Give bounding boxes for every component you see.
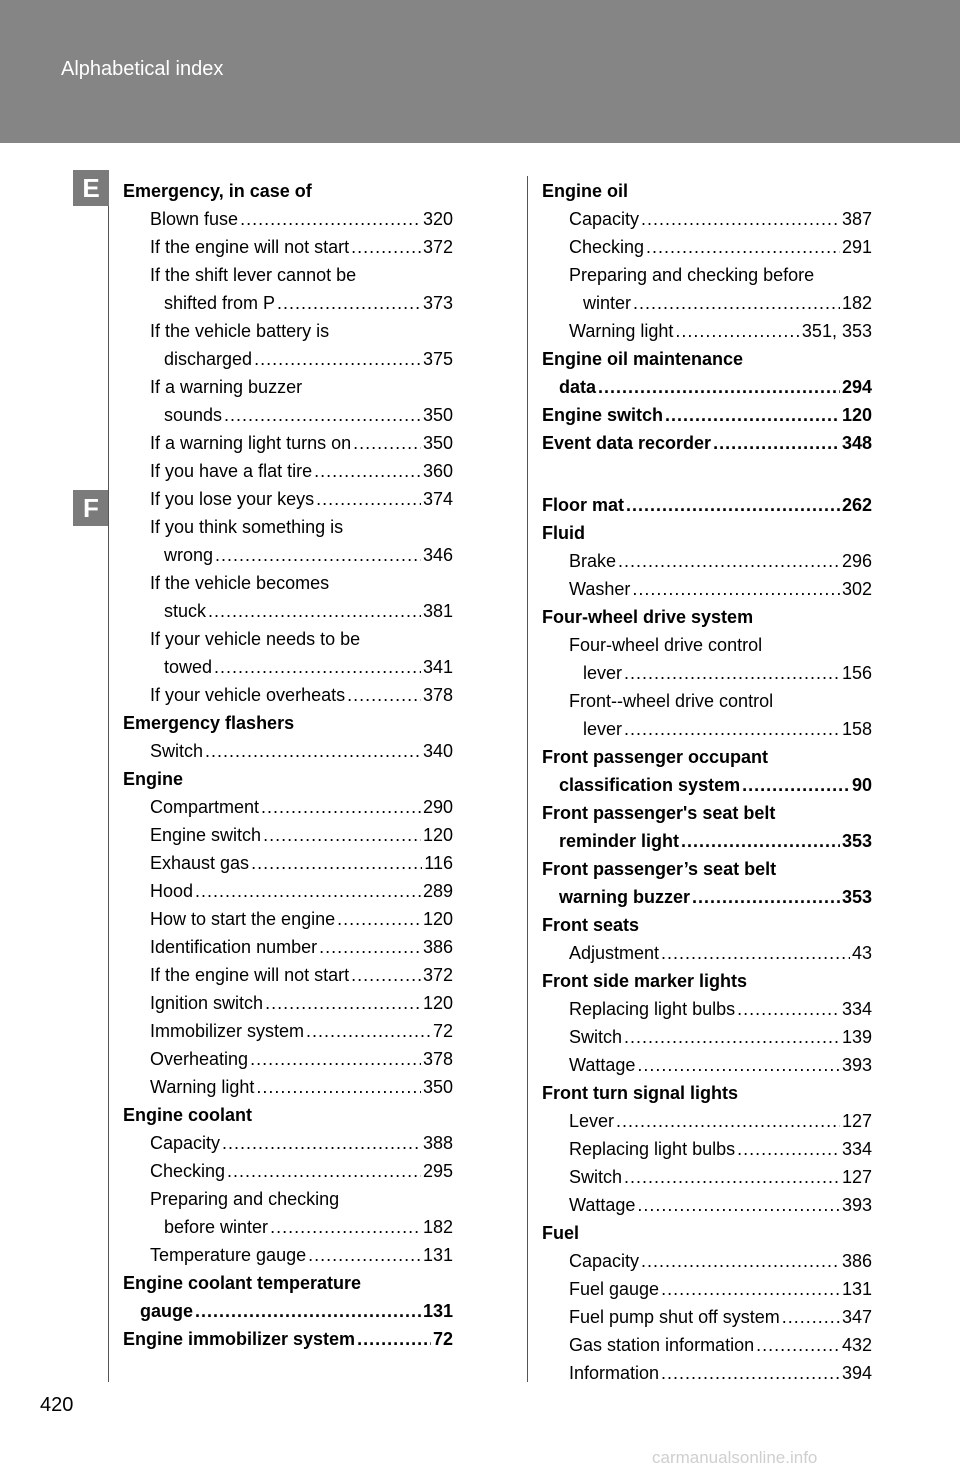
index-entry-term: warning buzzer [559, 887, 691, 907]
index-column-right [542, 177, 872, 1387]
dot-leader [618, 547, 840, 575]
index-entry-page: 291 [841, 237, 872, 257]
index-entry-page: 353 [841, 887, 872, 907]
dot-leader [641, 205, 840, 233]
index-entry-page: 90 [851, 775, 872, 795]
index-entry-page: 156 [841, 663, 872, 683]
index-entry-term: Temperature gauge [150, 1245, 307, 1265]
index-entry: If the vehicle battery is [150, 321, 330, 341]
index-entry [542, 429, 872, 457]
index-entry: Preparing and checking before [569, 265, 815, 285]
index-entry-term: Adjustment [569, 943, 660, 963]
dot-leader [782, 1303, 840, 1331]
dot-leader [632, 575, 840, 603]
index-entry-term: Wattage [569, 1195, 636, 1215]
index-entry-term: Checking [569, 237, 645, 257]
index-entry-term: Lever [569, 1111, 615, 1131]
index-entry-page: 302 [841, 579, 872, 599]
index-entry [542, 715, 872, 743]
index-entry-term: discharged [164, 349, 253, 369]
index-entry-term: Fuel gauge [569, 1279, 660, 1299]
index-entry: Front passenger's seat belt [542, 803, 776, 823]
index-entry [123, 1045, 453, 1073]
index-entry: Front turn signal lights [542, 1083, 738, 1103]
index-entry-term: Ignition switch [150, 993, 264, 1013]
index-entry-page: 320 [422, 209, 453, 229]
index-entry-page: 350 [422, 1077, 453, 1097]
page-title: Alphabetical index [61, 58, 224, 80]
index-entry-term: Capacity [569, 209, 640, 229]
dot-leader [308, 1241, 421, 1269]
dot-leader [208, 597, 421, 625]
index-entry-term: sounds [164, 405, 223, 425]
index-entry-page: 387 [841, 209, 872, 229]
index-entry-term: Replacing light bulbs [569, 999, 736, 1019]
index-entry-page: 340 [422, 741, 453, 761]
index-entry-page: 394 [841, 1363, 872, 1383]
index-entry-term: Switch [569, 1167, 623, 1187]
index-entry: Front passenger’s seat belt [542, 859, 777, 879]
index-entry [542, 547, 872, 575]
index-entry [123, 1325, 453, 1353]
index-entry-page: 127 [841, 1111, 872, 1131]
index-entry-term: shifted from P [164, 293, 276, 313]
index-entry-term: Compartment [150, 797, 260, 817]
dot-leader [661, 1359, 840, 1387]
index-entry-term: before winter [164, 1217, 269, 1237]
index-entry [542, 1331, 872, 1359]
dot-leader [347, 681, 421, 709]
dot-leader [624, 659, 840, 687]
dot-leader [351, 233, 421, 261]
index-entry [123, 849, 453, 877]
index-entry [542, 659, 872, 687]
index-entry-term: Warning light [150, 1077, 255, 1097]
index-entry [123, 653, 453, 681]
index-entry [123, 821, 453, 849]
dot-leader [195, 1297, 421, 1325]
index-entry-term: Immobilizer system [150, 1021, 305, 1041]
index-entry [542, 1191, 872, 1219]
index-entry [123, 205, 453, 233]
dot-leader [713, 429, 840, 457]
index-entry-term: Engine switch [150, 825, 262, 845]
index-entry-page: 348 [841, 433, 872, 453]
index-entry [542, 317, 872, 345]
dot-leader [222, 1129, 421, 1157]
index-entry [542, 401, 872, 429]
index-entry-page: 182 [422, 1217, 453, 1237]
index-entry: If your vehicle needs to be [150, 629, 361, 649]
index-entry: Fluid [542, 523, 585, 543]
index-entry-term: Fuel pump shut off system [569, 1307, 780, 1327]
index-entry-page: 296 [841, 551, 872, 571]
index-entry [542, 1163, 872, 1191]
section-tab-e: E [73, 170, 109, 206]
index-entry-page: 334 [841, 999, 872, 1019]
dot-leader [616, 1107, 840, 1135]
dot-leader [646, 233, 840, 261]
index-entry-page: 120 [422, 909, 453, 929]
index-entry-page: 388 [422, 1133, 453, 1153]
index-entry [123, 233, 453, 261]
index-entry-page: 158 [841, 719, 872, 739]
index-entry [123, 429, 453, 457]
index-entry-page: 131 [422, 1301, 453, 1321]
index-entry [542, 289, 872, 317]
index-entry-page: 432 [841, 1335, 872, 1355]
index-entry [542, 205, 872, 233]
index-entry-page: 386 [841, 1251, 872, 1271]
index-entry [542, 883, 872, 911]
dot-leader [227, 1157, 421, 1185]
dot-leader [661, 939, 850, 967]
index-entry [123, 597, 453, 625]
dot-leader [254, 345, 421, 373]
index-entry-page: 381 [422, 601, 453, 621]
index-entry-page: 378 [422, 685, 453, 705]
index-entry-term: Switch [569, 1027, 623, 1047]
index-entry [123, 457, 453, 485]
index-entry-page: 120 [422, 825, 453, 845]
index-entry-term: lever [583, 663, 623, 683]
index-entry-page: 375 [422, 349, 453, 369]
index-entry-term: Switch [150, 741, 204, 761]
index-entry-term: gauge [140, 1301, 194, 1321]
index-entry-page: 372 [422, 965, 453, 985]
index-entry [123, 905, 453, 933]
index-entry-term: If you have a flat tire [150, 461, 313, 481]
index-entry: If you think something is [150, 517, 344, 537]
index-entry [542, 771, 872, 799]
dot-leader [641, 1247, 840, 1275]
index-entry-term: If the engine will not start [150, 965, 350, 985]
index-entry: Engine coolant [123, 1105, 253, 1125]
dot-leader [337, 905, 421, 933]
index-entry [542, 995, 872, 1023]
index-entry-page: 386 [422, 937, 453, 957]
index-entry-term: If a warning light turns on [150, 433, 352, 453]
index-entry-page: 351, 353 [801, 321, 872, 341]
dot-leader [624, 715, 840, 743]
dot-leader [277, 289, 421, 317]
index-entry [123, 989, 453, 1017]
index-entry [123, 401, 453, 429]
index-entry-page: 294 [841, 377, 872, 397]
index-entry-page: 347 [841, 1307, 872, 1327]
index-entry-page: 374 [422, 489, 453, 509]
index-entry-page: 43 [851, 943, 872, 963]
dot-leader [256, 1073, 421, 1101]
dot-leader [215, 541, 421, 569]
index-entry-page: 182 [841, 293, 872, 313]
index-entry-term: winter [583, 293, 632, 313]
index-entry-page: 346 [422, 545, 453, 565]
index-entry [123, 1017, 453, 1045]
dot-leader [214, 653, 421, 681]
index-entry-term: lever [583, 719, 623, 739]
index-entry-page: 289 [422, 881, 453, 901]
index-entry [123, 1213, 453, 1241]
page-header [0, 0, 960, 143]
index-entry: Front passenger occupant [542, 747, 769, 767]
index-entry [542, 1359, 872, 1387]
index-entry [123, 485, 453, 513]
index-column-left [123, 177, 453, 1353]
index-entry-page: 373 [422, 293, 453, 313]
index-entry: Engine [123, 769, 184, 789]
index-entry-term: Hood [150, 881, 194, 901]
dot-leader [637, 1051, 840, 1079]
index-entry-term: If you lose your keys [150, 489, 315, 509]
dot-leader [263, 821, 421, 849]
dot-leader [675, 317, 800, 345]
index-entry [123, 681, 453, 709]
index-entry-page: 372 [422, 237, 453, 257]
index-entry [542, 373, 872, 401]
index-entry-term: Wattage [569, 1055, 636, 1075]
index-entry-page: 131 [422, 1245, 453, 1265]
dot-leader [353, 429, 421, 457]
index-entry-page: 378 [422, 1049, 453, 1069]
index-entry-term: If your vehicle overheats [150, 685, 346, 705]
index-entry-page: 127 [841, 1167, 872, 1187]
index-entry-page: 341 [422, 657, 453, 677]
dot-leader [261, 793, 421, 821]
index-entry [123, 737, 453, 765]
index-entry [123, 345, 453, 373]
index-entry [123, 1129, 453, 1157]
dot-leader [205, 737, 421, 765]
index-entry: Emergency, in case of [123, 181, 312, 201]
index-entry [542, 575, 872, 603]
index-entry: If a warning buzzer [150, 377, 303, 397]
index-entry-page: 393 [841, 1055, 872, 1075]
dot-leader [314, 457, 421, 485]
index-entry [123, 1297, 453, 1325]
index-entry-term: Event data recorder [542, 433, 712, 453]
dot-leader [316, 485, 421, 513]
index-entry-page: 295 [422, 1161, 453, 1181]
dot-leader [250, 1045, 421, 1073]
index-entry [123, 289, 453, 317]
dot-leader [756, 1331, 840, 1359]
index-entry-term: Exhaust gas [150, 853, 250, 873]
index-entry-term: Overheating [150, 1049, 249, 1069]
index-entry-term: Washer [569, 579, 631, 599]
index-entry [123, 541, 453, 569]
index-entry-page: 350 [422, 433, 453, 453]
index-entry: Engine coolant temperature [123, 1273, 362, 1293]
index-entry-page: 120 [841, 405, 872, 425]
index-entry [123, 1157, 453, 1185]
index-entry [123, 961, 453, 989]
index-entry [123, 877, 453, 905]
index-entry-page: 290 [422, 797, 453, 817]
index-entry-page: 350 [422, 405, 453, 425]
dot-leader [270, 1213, 421, 1241]
index-entry [123, 793, 453, 821]
section-tab-f: F [73, 490, 109, 526]
index-entry-term: reminder light [559, 831, 680, 851]
index-entry-page: 139 [841, 1027, 872, 1047]
index-entry: Emergency flashers [123, 713, 295, 733]
dot-leader [598, 373, 840, 401]
dot-leader [319, 933, 421, 961]
index-entry [542, 1275, 872, 1303]
index-entry-term: Capacity [569, 1251, 640, 1271]
index-entry: Engine oil maintenance [542, 349, 744, 369]
dot-leader [742, 771, 850, 799]
index-entry-page: 353 [841, 831, 872, 851]
dot-leader [633, 289, 840, 317]
index-entry-term: stuck [164, 601, 207, 621]
index-entry-term: Identification number [150, 937, 318, 957]
index-entry [123, 1241, 453, 1269]
index-entry-term: Warning light [569, 321, 674, 341]
index-entry [123, 1073, 453, 1101]
index-entry-term: Engine switch [542, 405, 664, 425]
index-entry [542, 491, 872, 519]
index-entry [542, 1303, 872, 1331]
index-entry-page: 72 [432, 1329, 453, 1349]
index-entry-page: 360 [422, 461, 453, 481]
dot-leader [224, 401, 421, 429]
index-entry [542, 1247, 872, 1275]
dot-leader [624, 1163, 840, 1191]
index-entry-term: Blown fuse [150, 209, 239, 229]
index-entry: Front--wheel drive control [569, 691, 774, 711]
index-entry [542, 1135, 872, 1163]
index-entry-term: Replacing light bulbs [569, 1139, 736, 1159]
index-entry-term: Gas station information [569, 1335, 755, 1355]
dot-leader [737, 995, 840, 1023]
index-entry-page: 120 [422, 993, 453, 1013]
index-entry: Engine oil [542, 181, 629, 201]
index-entry-page: 72 [432, 1021, 453, 1041]
dot-leader [265, 989, 421, 1017]
index-entry-page: 131 [841, 1279, 872, 1299]
index-entry [542, 939, 872, 967]
index-entry [542, 1051, 872, 1079]
index-entry-term: Information [569, 1363, 660, 1383]
index-entry: If the vehicle becomes [150, 573, 330, 593]
index-entry-term: How to start the engine [150, 909, 336, 929]
column-divider-left [108, 206, 109, 1382]
dot-leader [626, 491, 840, 519]
dot-leader [661, 1275, 840, 1303]
dot-leader [737, 1135, 840, 1163]
dot-leader [665, 401, 840, 429]
index-entry-page: 116 [424, 853, 453, 873]
watermark: carmanualsonline.info [652, 1448, 818, 1467]
dot-leader [681, 827, 840, 855]
index-entry-term: classification system [559, 775, 741, 795]
index-entry: Fuel [542, 1223, 580, 1243]
index-entry [123, 933, 453, 961]
index-entry-page: 334 [841, 1139, 872, 1159]
dot-leader [306, 1017, 431, 1045]
dot-leader [624, 1023, 840, 1051]
index-entry [542, 827, 872, 855]
index-entry: Preparing and checking [150, 1189, 340, 1209]
column-divider-middle [527, 176, 528, 1382]
index-entry [542, 1023, 872, 1051]
dot-leader [357, 1325, 431, 1353]
index-entry-term: Checking [150, 1161, 226, 1181]
dot-leader [251, 849, 422, 877]
dot-leader [692, 883, 840, 911]
index-entry-page: 393 [841, 1195, 872, 1215]
section-gap [542, 457, 872, 491]
index-entry-term: If the engine will not start [150, 237, 350, 257]
page-number: 420 [40, 1394, 74, 1416]
index-entry-term: towed [164, 657, 213, 677]
index-entry-term: Capacity [150, 1133, 221, 1153]
dot-leader [637, 1191, 840, 1219]
index-entry-term: data [559, 377, 597, 397]
index-entry [542, 1107, 872, 1135]
index-entry: If the shift lever cannot be [150, 265, 357, 285]
index-entry-term: wrong [164, 545, 214, 565]
index-entry [542, 233, 872, 261]
index-entry-page: 262 [841, 495, 872, 515]
dot-leader [240, 205, 421, 233]
index-entry-term: Brake [569, 551, 617, 571]
index-entry: Front seats [542, 915, 640, 935]
index-entry: Four-wheel drive system [542, 607, 754, 627]
index-entry: Front side marker lights [542, 971, 748, 991]
dot-leader [351, 961, 421, 989]
index-entry: Four-wheel drive control [569, 635, 763, 655]
dot-leader [195, 877, 421, 905]
index-entry-term: Engine immobilizer system [123, 1329, 356, 1349]
index-entry-term: Floor mat [542, 495, 625, 515]
